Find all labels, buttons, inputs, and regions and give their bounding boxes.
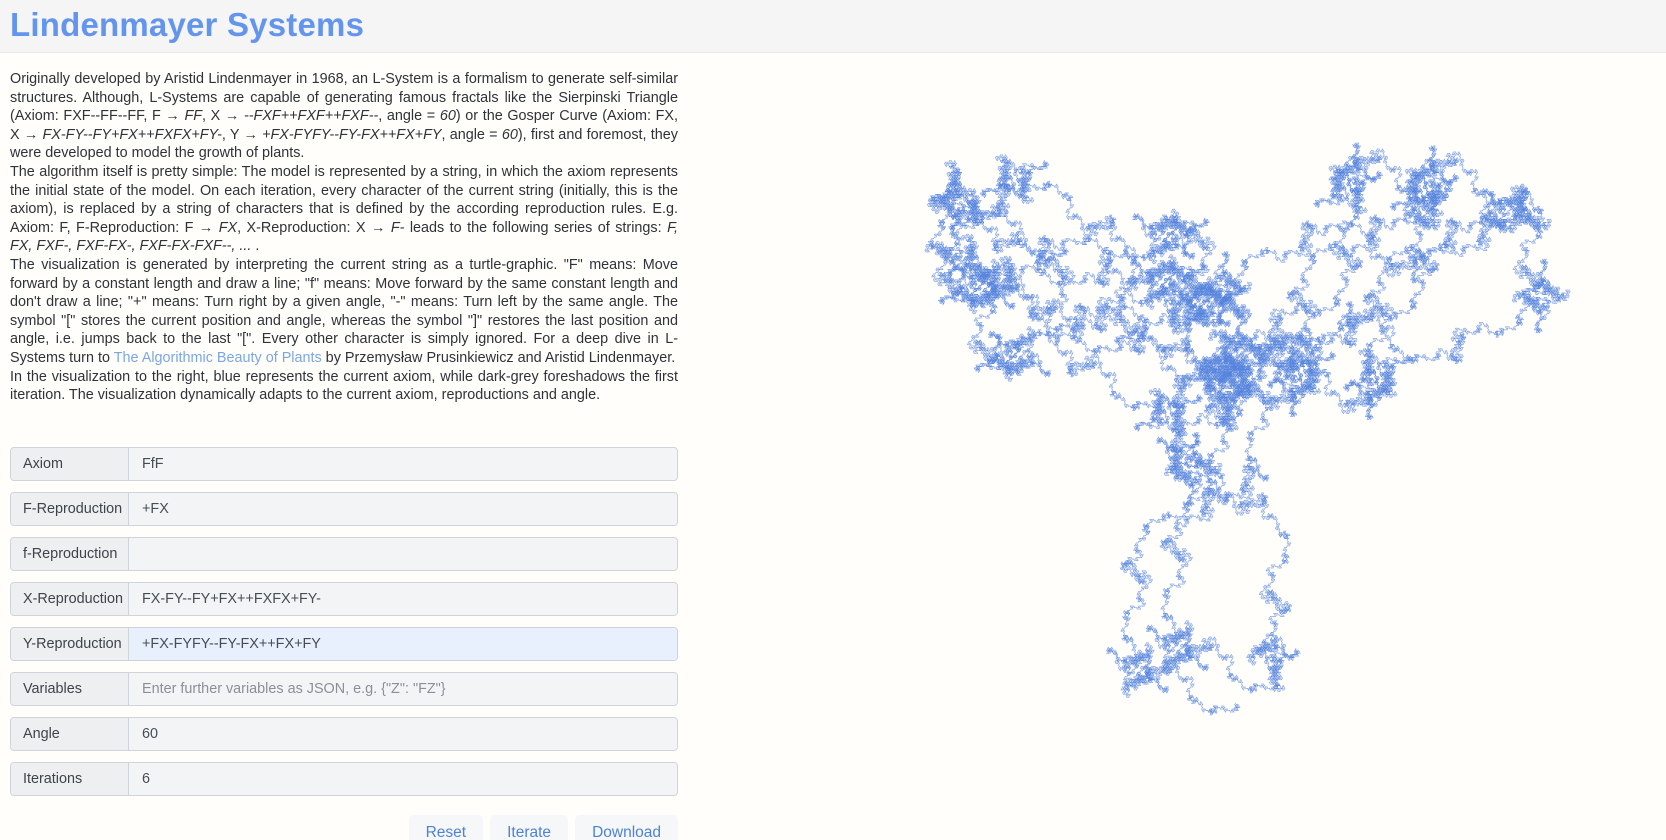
- y-reproduction-input[interactable]: [129, 628, 677, 660]
- intro-paragraph-colors: In the visualization to the right, blue represents the current axiom, while dark-grey foreshadows the first iteration. The visualization dynamically adapts to the current axiom, reproductions and angle.: [10, 368, 678, 404]
- f-lower-reproduction-input[interactable]: [129, 538, 677, 570]
- download-button[interactable]: Download: [575, 815, 678, 840]
- variables-label: Variables: [11, 673, 129, 705]
- lsystem-canvas: [915, 64, 1580, 794]
- angle-label: Angle: [11, 718, 129, 750]
- intro-paragraph-visualization: The visualization is generated by interpreting the current string as a turtle-graphic. "F" means: Move forward by a constant length and draw a line; "f" means: Move forward by the same constant length and don't draw a line; "+" means: Turn right by a given angle, "-" means: Turn left by the same angle. The symbol "[" stores the current position and angle, whereas the symbol "]" restores the last position and angle, i.e. jumps back to the last "[". Every other character is simply ignored. For a deep dive in L-Systems turn to The Algorithmic Beauty of Plants by Przemysław Prusinkiewicz and Aristid Lindenmayer.: [10, 256, 678, 366]
- link-algorithmic-beauty-of-plants[interactable]: The Algorithmic Beauty of Plants: [113, 349, 322, 366]
- variables-input[interactable]: [129, 673, 677, 705]
- axiom-label: Axiom: [11, 448, 129, 480]
- f-lower-reproduction-label: f-Reproduction: [11, 538, 129, 570]
- page-title: Lindenmayer Systems: [10, 6, 365, 43]
- variables-row: [10, 672, 678, 706]
- f-lower-reproduction-row: [10, 537, 678, 571]
- app-header: [0, 0, 1666, 53]
- left-column: [10, 70, 678, 840]
- iterate-button[interactable]: Iterate: [490, 815, 568, 840]
- f-upper-reproduction-input[interactable]: [129, 493, 677, 525]
- reset-button[interactable]: Reset: [409, 815, 484, 840]
- iterations-row: [10, 762, 678, 796]
- x-reproduction-label: X-Reproduction: [11, 583, 129, 615]
- axiom-row: [10, 447, 678, 481]
- intro-paragraph-algorithm: The algorithm itself is pretty simple: The model is represented by a string, in which the axiom represents the initial state of the model. On each iteration, every character of the current string (initially, this is the axiom), is replaced by a string of characters that is defined by the according reproduction rules. E.g. Axiom: F, F-Reproduction: F → FX, X-Reproduction: X → F- leads to the following series of strings: F, FX, FXF-, FXF-FX-, FXF-FX-FXF--, ... .: [10, 163, 678, 255]
- button-bar: [10, 815, 678, 840]
- intro-paragraph-history: Originally developed by Aristid Lindenmayer in 1968, an L-System is a formalism to generate self-similar structures. Although, L-Systems are capable of generating famous fractals like the Sierpinski Triangle (Axiom: FXF--FF--FF, F → FF, X → --FXF++FXF++FXF--, angle = 60) or the Gosper Curve (Axiom: FX, X → FX-FY--FY+FX++FXFX+FY-, Y → +FX-FYFY--FY-FX++FX+FY, angle = 60), first and foremost, they were developed to model the growth of plants.: [10, 71, 679, 162]
- axiom-input[interactable]: [129, 448, 677, 480]
- f-upper-reproduction-row: [10, 492, 678, 526]
- intro-text: [10, 70, 678, 405]
- y-reproduction-label: Y-Reproduction: [11, 628, 129, 660]
- visualization-panel: [915, 64, 1580, 794]
- f-upper-reproduction-label: F-Reproduction: [11, 493, 129, 525]
- x-reproduction-row: [10, 582, 678, 616]
- x-reproduction-input[interactable]: [129, 583, 677, 615]
- iterations-label: Iterations: [11, 763, 129, 795]
- y-reproduction-row: [10, 627, 678, 661]
- angle-row: [10, 717, 678, 751]
- lsystem-form: [10, 447, 678, 796]
- angle-input[interactable]: [129, 718, 677, 750]
- iterations-input[interactable]: [129, 763, 677, 795]
